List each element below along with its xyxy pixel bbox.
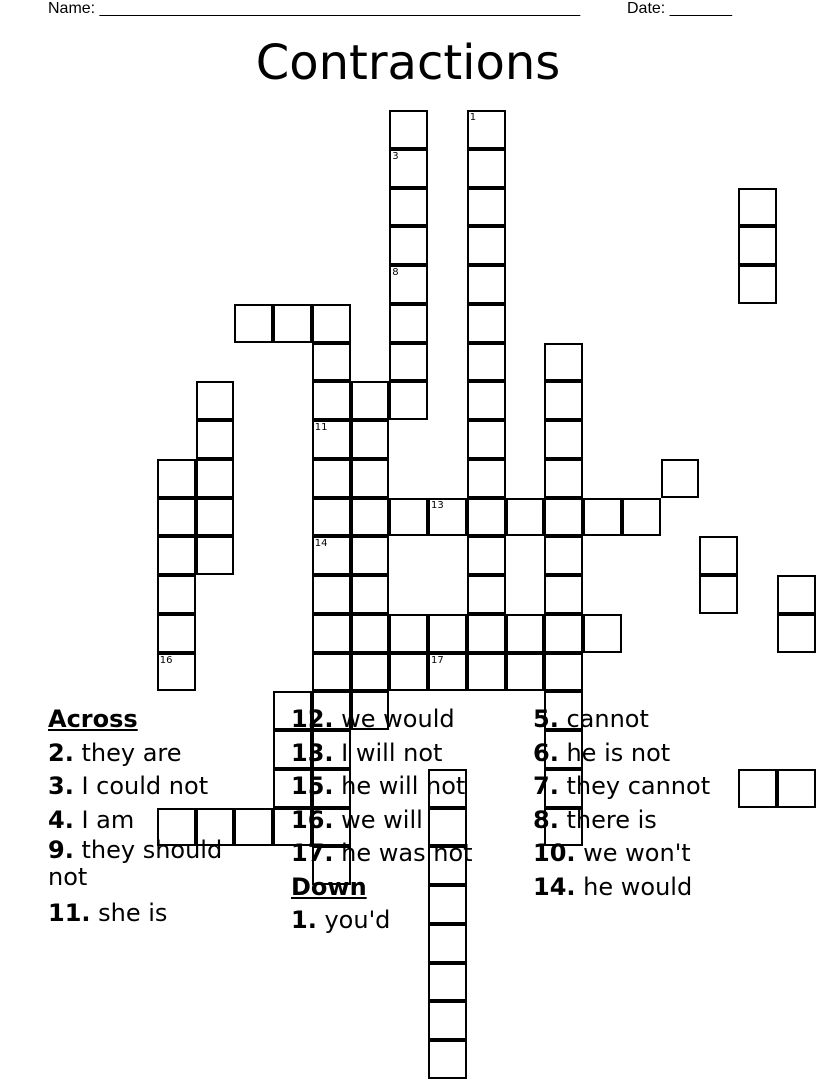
grid-cell[interactable]: [467, 536, 506, 575]
grid-cell[interactable]: [312, 304, 351, 343]
down-clue: 14. he would: [533, 872, 693, 901]
grid-cell[interactable]: [389, 653, 428, 692]
grid-cell[interactable]: [428, 963, 467, 1002]
clue-column-3: [533, 703, 793, 904]
down-clue: 1. you'd: [291, 906, 391, 934]
grid-cell[interactable]: [506, 498, 545, 537]
across-clue: 11. she is: [48, 899, 168, 927]
grid-cell[interactable]: [157, 575, 196, 614]
across-clue: 3. I could not: [48, 772, 209, 800]
grid-cell[interactable]: [273, 304, 312, 343]
name-field[interactable]: Name: ______________________________________________________: [48, 0, 581, 17]
across-clue: 9. they should not: [48, 836, 223, 891]
grid-cell[interactable]: [467, 188, 506, 227]
grid-cell[interactable]: [196, 381, 235, 420]
grid-cell[interactable]: [544, 381, 583, 420]
grid-cell[interactable]: [738, 188, 777, 227]
grid-cell[interactable]: [428, 1001, 467, 1040]
grid-cell[interactable]: [312, 420, 351, 459]
grid-cell[interactable]: [389, 265, 428, 304]
grid-cell[interactable]: [389, 498, 428, 537]
clue-column-2: [291, 703, 521, 938]
grid-cell[interactable]: [312, 498, 351, 537]
grid-cell[interactable]: [467, 110, 506, 149]
grid-cell[interactable]: [506, 614, 545, 653]
grid-cell[interactable]: [738, 226, 777, 265]
grid-cell[interactable]: [196, 459, 235, 498]
grid-cell[interactable]: [428, 498, 467, 537]
across-clue: 13. I will not: [291, 738, 443, 767]
down-clue: 7. they cannot: [533, 772, 711, 800]
grid-cell[interactable]: [544, 653, 583, 692]
clue-number: 16: [159, 654, 173, 666]
grid-cell[interactable]: [467, 149, 506, 188]
grid-cell[interactable]: [428, 653, 467, 692]
grid-cell[interactable]: [312, 343, 351, 382]
across-clue: 4. I am: [48, 805, 135, 834]
grid-cell[interactable]: [583, 498, 622, 537]
grid-cell[interactable]: [467, 459, 506, 498]
grid-cell[interactable]: [467, 381, 506, 420]
page-title: Contractions: [255, 35, 561, 91]
across-clue: 17. he was not: [291, 839, 473, 867]
grid-cell[interactable]: [467, 653, 506, 692]
grid-cell[interactable]: [467, 498, 506, 537]
grid-cell[interactable]: [157, 459, 196, 498]
grid-cell[interactable]: [312, 459, 351, 498]
down-heading: Down: [291, 872, 367, 901]
date-field[interactable]: Date: _______: [627, 0, 732, 17]
grid-cell[interactable]: [234, 304, 273, 343]
grid-cell[interactable]: [544, 420, 583, 459]
grid-cell[interactable]: [196, 420, 235, 459]
grid-cell[interactable]: [157, 653, 196, 692]
grid-cell[interactable]: [196, 536, 235, 575]
grid-cell[interactable]: [544, 459, 583, 498]
clue-number: 11: [314, 422, 328, 433]
grid-cell[interactable]: [351, 653, 390, 692]
grid-cell[interactable]: [389, 381, 428, 420]
grid-cell[interactable]: [196, 498, 235, 537]
grid-cell[interactable]: [467, 614, 506, 653]
clue-number: 17: [431, 654, 444, 666]
grid-cell[interactable]: [389, 188, 428, 227]
grid-cell[interactable]: [351, 536, 390, 575]
grid-cell[interactable]: [351, 381, 390, 420]
grid-cell[interactable]: [312, 614, 351, 653]
grid-cell[interactable]: [312, 536, 351, 575]
grid-cell[interactable]: [351, 614, 390, 653]
clue-number: 1: [469, 112, 477, 123]
grid-cell[interactable]: [389, 110, 428, 149]
grid-cell[interactable]: [351, 459, 390, 498]
clue-column-1: [48, 703, 268, 931]
grid-cell[interactable]: [777, 614, 816, 653]
grid-cell[interactable]: [389, 149, 428, 188]
grid-cell[interactable]: [389, 304, 428, 343]
clue-number: 13: [431, 499, 444, 511]
grid-cell[interactable]: [312, 575, 351, 614]
grid-cell[interactable]: [312, 653, 351, 692]
grid-cell[interactable]: [467, 420, 506, 459]
across-clue: 12. we would: [291, 705, 455, 733]
grid-cell[interactable]: [777, 575, 816, 614]
down-clue: 6. he is not: [533, 738, 671, 767]
grid-cell[interactable]: [467, 226, 506, 265]
down-clue: 8. there is: [533, 805, 657, 834]
grid-cell[interactable]: [157, 536, 196, 575]
grid-cell[interactable]: [351, 575, 390, 614]
grid-cell[interactable]: [506, 653, 545, 692]
grid-cell[interactable]: [428, 614, 467, 653]
grid-cell[interactable]: [157, 498, 196, 537]
clue-number: 3: [392, 150, 399, 162]
across-clue: 16. we will: [291, 805, 423, 834]
grid-cell[interactable]: [389, 614, 428, 653]
across-heading: Across: [48, 705, 138, 733]
grid-cell[interactable]: [699, 575, 738, 614]
grid-cell[interactable]: [544, 614, 583, 653]
grid-cell[interactable]: [544, 536, 583, 575]
grid-cell[interactable]: [544, 498, 583, 537]
grid-cell[interactable]: [583, 614, 622, 653]
grid-cell[interactable]: [699, 536, 738, 575]
grid-cell[interactable]: [351, 498, 390, 537]
grid-cell[interactable]: [738, 265, 777, 304]
across-clue: 2. they are: [48, 738, 182, 767]
down-clue: 5. cannot: [533, 705, 649, 733]
grid-cell[interactable]: [157, 614, 196, 653]
down-clue: 10. we won't: [533, 839, 691, 867]
grid-cell[interactable]: [467, 304, 506, 343]
grid-cell[interactable]: [467, 343, 506, 382]
grid-cell[interactable]: [544, 343, 583, 382]
grid-cell[interactable]: [467, 265, 506, 304]
clue-number: 14: [314, 538, 328, 550]
grid-cell[interactable]: [622, 498, 661, 537]
grid-cell[interactable]: [389, 343, 428, 382]
grid-cell[interactable]: [467, 575, 506, 614]
grid-cell[interactable]: [661, 459, 700, 498]
grid-cell[interactable]: [312, 381, 351, 420]
across-clue: 15. he will not: [291, 772, 466, 800]
clue-number: 8: [392, 267, 399, 278]
grid-cell[interactable]: [351, 420, 390, 459]
grid-cell[interactable]: [389, 226, 428, 265]
grid-cell[interactable]: [544, 575, 583, 614]
grid-cell[interactable]: [428, 1040, 467, 1079]
